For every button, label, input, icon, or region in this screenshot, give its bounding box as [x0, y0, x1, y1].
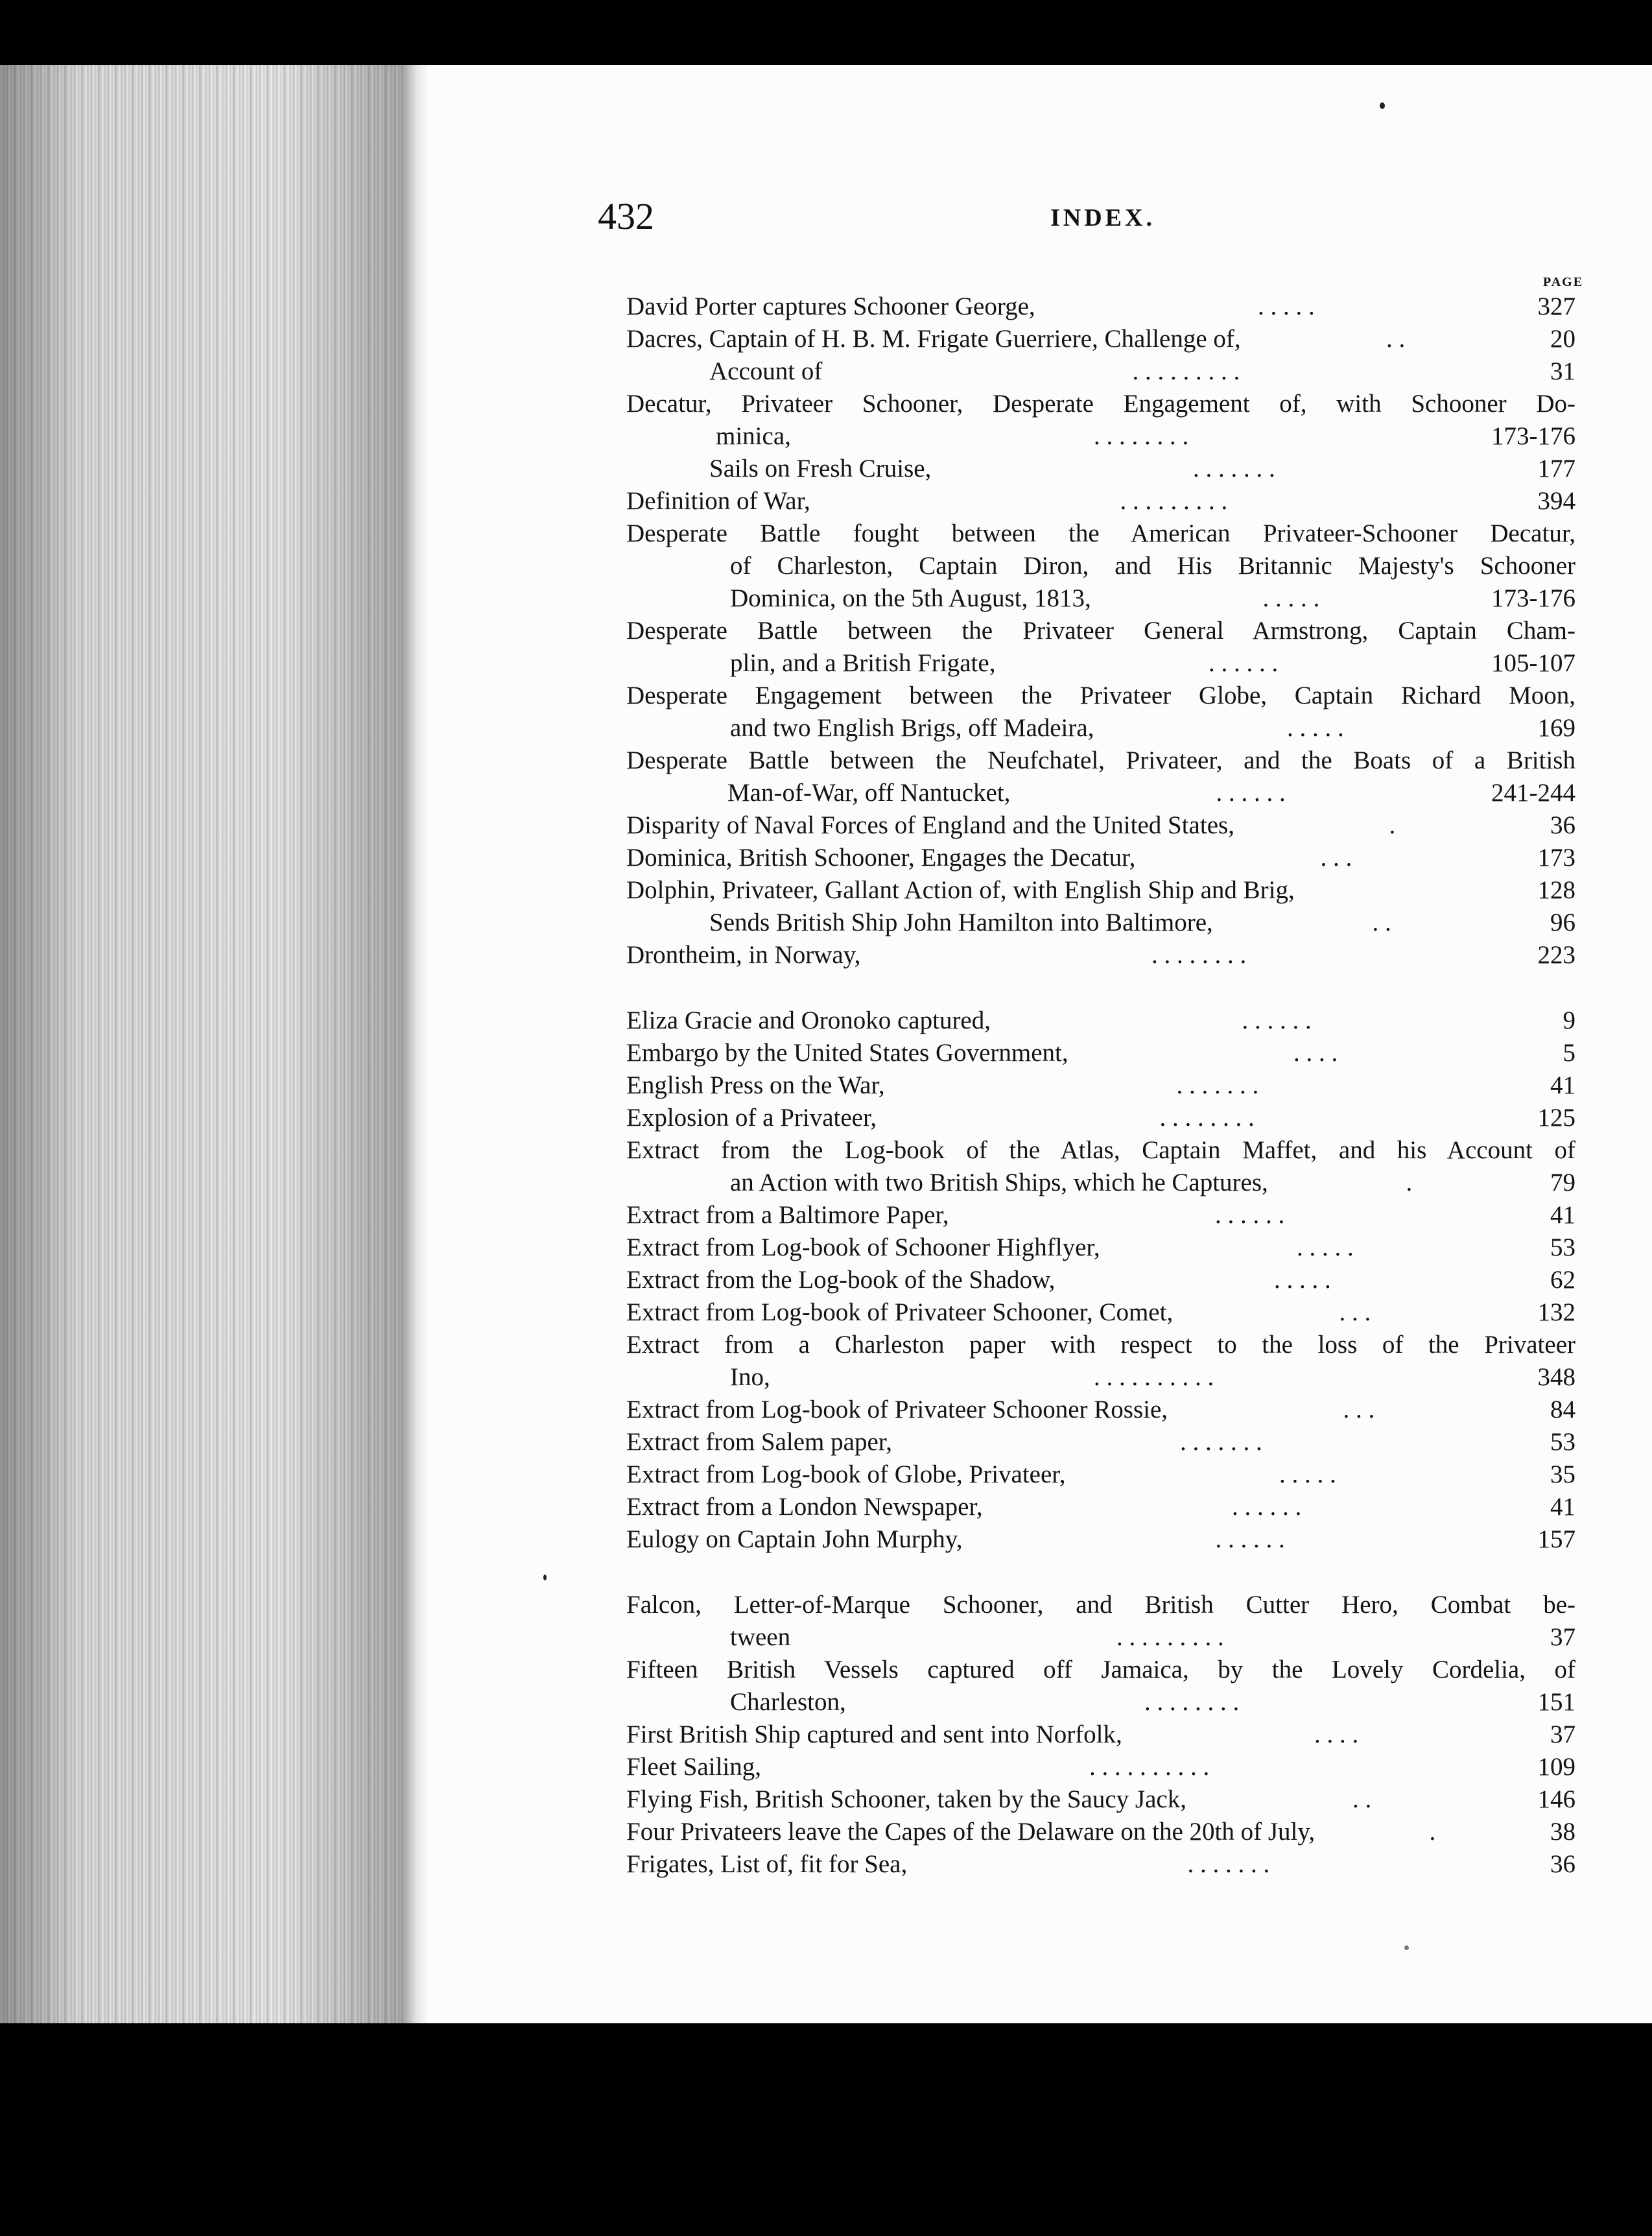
leader-dots: . . . .: [1314, 1720, 1359, 1748]
leader-dots: . . .: [1339, 1298, 1371, 1326]
leader-dots: . . . . . .: [1216, 779, 1286, 807]
page-speck: [1380, 102, 1385, 109]
entry-page-ref: 9: [1563, 1006, 1575, 1034]
leader-dots: . .: [1386, 325, 1406, 353]
entry-page-ref: 394: [1537, 487, 1575, 515]
index-entry: [626, 453, 1575, 485]
index-entry: [626, 1686, 1575, 1719]
entry-text: Extract from the Log-book of the Shadow,: [626, 1266, 1056, 1294]
entry-text: Frigates, List of, fit for Sea,: [626, 1850, 908, 1878]
entry-page-ref: 5: [1563, 1039, 1575, 1067]
index-entry: [626, 874, 1575, 907]
entry-page-ref: 38: [1550, 1818, 1575, 1846]
leader-dots: . . . . . . . .: [1144, 1688, 1240, 1716]
entry-text: Four Privateers leave the Capes of the Delaware on the 20th of July,: [626, 1818, 1316, 1846]
entry-page-ref: 169: [1537, 714, 1575, 742]
entry-page-ref: 105-107: [1491, 649, 1575, 677]
entry-page-ref: 173: [1537, 844, 1575, 872]
entry-text: Desperate Engagement between the Privateer Globe, Captain Richard Moon,: [626, 682, 1575, 709]
leader-dots: . . . . . . .: [1187, 1850, 1270, 1878]
leader-dots: . . . . . . .: [1176, 1071, 1259, 1099]
index-entry: [626, 1848, 1575, 1881]
entry-page-ref: 96: [1550, 909, 1575, 936]
page-number: 432: [598, 195, 654, 237]
leader-dots: . . . . .: [1279, 1460, 1336, 1488]
leader-dots: . . . . . .: [1215, 1525, 1285, 1553]
leader-dots: . . . . . . . . .: [1132, 357, 1240, 385]
entry-page-ref: 173-176: [1491, 422, 1575, 450]
entry-text: Dolphin, Privateer, Gallant Action of, with English Ship and Brig,: [626, 876, 1295, 904]
index-entry: [626, 712, 1575, 744]
entry-page-ref: 36: [1550, 811, 1575, 839]
entry-text: David Porter captures Schooner George,: [626, 292, 1035, 320]
entry-text: Dacres, Captain of H. B. M. Frigate Guerriere, Challenge of,: [626, 325, 1241, 353]
entry-page-ref: 177: [1537, 455, 1575, 482]
leader-dots: . . . . . . . . . .: [1094, 1363, 1214, 1391]
leader-dots: . . . .: [1293, 1039, 1338, 1067]
entry-page-ref: 146: [1537, 1785, 1575, 1813]
entry-text: of Charleston, Captain Diron, and His Britannic Majesty's Schooner: [730, 552, 1575, 580]
leader-dots: . . . . . . .: [1193, 455, 1275, 482]
index-entry: [626, 388, 1575, 420]
index-entry: [626, 939, 1575, 971]
leader-dots: . .: [1372, 909, 1391, 936]
index-entry: [626, 777, 1575, 809]
book-gutter: [402, 65, 428, 2023]
entry-text: Drontheim, in Norway,: [626, 941, 861, 969]
entry-text: Fleet Sailing,: [626, 1753, 761, 1781]
entry-text: Extract from Log-book of Privateer Schooner, Comet,: [626, 1298, 1174, 1326]
leader-dots: . . . . . .: [1242, 1006, 1312, 1034]
scan-border-bottom: [0, 2023, 1652, 2236]
index-entry: [626, 1458, 1575, 1491]
leader-dots: . . .: [1320, 844, 1352, 872]
entry-text: Desperate Battle between the Neufchatel, Privateer, and the Boats of a British: [626, 746, 1575, 774]
page-speck: [1404, 1945, 1409, 1950]
entry-page-ref: 62: [1550, 1266, 1575, 1294]
entry-text: tween: [730, 1623, 791, 1651]
index-entry: [626, 485, 1575, 517]
index-entry: [626, 1329, 1575, 1361]
index-entry: [626, 1654, 1575, 1686]
entry-text: an Action with two British Ships, which he Captures,: [730, 1169, 1268, 1196]
page-column-heading: PAGE: [1543, 275, 1584, 289]
entry-text: plin, and a British Frigate,: [730, 649, 996, 677]
entry-page-ref: 53: [1550, 1428, 1575, 1456]
entry-text: Explosion of a Privateer,: [626, 1104, 877, 1132]
leader-dots: .: [1406, 1169, 1413, 1196]
index-list: [626, 291, 1575, 1881]
entry-text: Desperate Battle fought between the American Privateer-Schooner Decatur,: [626, 519, 1575, 547]
index-entry: [626, 1719, 1575, 1751]
entry-text: Sails on Fresh Cruise,: [709, 455, 932, 482]
leader-dots: . . . . .: [1262, 584, 1320, 612]
index-entry: [626, 1005, 1575, 1037]
entry-text: minica,: [716, 422, 791, 450]
entry-text: Flying Fish, British Schooner, taken by the Saucy Jack,: [626, 1785, 1186, 1813]
index-entry: [626, 842, 1575, 874]
leader-dots: . . . . .: [1287, 714, 1344, 742]
entry-text: First British Ship captured and sent into Norfolk,: [626, 1720, 1122, 1748]
leader-dots: . . . . . . . .: [1094, 422, 1189, 450]
entry-page-ref: 125: [1537, 1104, 1575, 1132]
leader-dots: . . . . . . . .: [1159, 1104, 1255, 1132]
leader-dots: . . . . . . . . .: [1120, 487, 1228, 515]
index-entry: [626, 1394, 1575, 1426]
entry-page-ref: 41: [1550, 1201, 1575, 1229]
index-entry: [626, 355, 1575, 388]
entry-page-ref: 157: [1537, 1525, 1575, 1553]
index-entry: [626, 582, 1575, 615]
entry-text: Man-of-War, off Nantucket,: [727, 779, 1011, 807]
entry-text: and two English Brigs, off Madeira,: [730, 714, 1094, 742]
entry-text: Extract from a Baltimore Paper,: [626, 1201, 949, 1229]
entry-text: English Press on the War,: [626, 1071, 885, 1099]
index-entry: [626, 291, 1575, 323]
index-entry: [626, 1167, 1575, 1199]
entry-page-ref: 36: [1550, 1850, 1575, 1878]
entry-text: Embargo by the United States Government,: [626, 1039, 1068, 1067]
entry-text: Eulogy on Captain John Murphy,: [626, 1525, 963, 1553]
index-entry: [626, 323, 1575, 355]
entry-text: Extract from Salem paper,: [626, 1428, 892, 1456]
index-entry: [626, 647, 1575, 680]
entry-page-ref: 223: [1537, 941, 1575, 969]
entry-text: Desperate Battle between the Privateer General Armstrong, Captain Cham-: [626, 617, 1575, 645]
leader-dots: .: [1429, 1818, 1436, 1846]
index-entry: [626, 420, 1575, 453]
index-entry: [626, 1816, 1575, 1848]
index-entry: [626, 1621, 1575, 1654]
leader-dots: . . . . . . .: [1180, 1428, 1262, 1456]
entry-text: Definition of War,: [626, 487, 810, 515]
leader-dots: . . . . . . . . .: [1116, 1623, 1224, 1651]
index-entry: [626, 1264, 1575, 1296]
index-entry: [626, 1296, 1575, 1329]
leader-dots: . . .: [1343, 1396, 1375, 1423]
entry-page-ref: 37: [1550, 1623, 1575, 1651]
leader-dots: . .: [1352, 1785, 1372, 1813]
entry-text: Charleston,: [730, 1688, 846, 1716]
scan-border-top: [0, 0, 1652, 65]
entry-page-ref: 41: [1550, 1071, 1575, 1099]
index-entry: [626, 1199, 1575, 1231]
leader-dots: . . . . .: [1297, 1233, 1354, 1261]
running-head: INDEX.: [1050, 204, 1155, 232]
entry-page-ref: 84: [1550, 1396, 1575, 1423]
entry-text: Eliza Gracie and Oronoko captured,: [626, 1006, 991, 1034]
index-entry: [626, 1102, 1575, 1134]
index-entry: [626, 1523, 1575, 1556]
book-edge-shadow: [0, 65, 402, 2023]
entry-text: Disparity of Naval Forces of England and the United States,: [626, 811, 1234, 839]
entry-page-ref: 31: [1550, 357, 1575, 385]
leader-dots: . . . . . .: [1209, 649, 1279, 677]
leader-dots: . . . . .: [1274, 1266, 1331, 1294]
entry-page-ref: 151: [1537, 1688, 1575, 1716]
leader-dots: . . . . . .: [1232, 1493, 1302, 1521]
entry-page-ref: 348: [1537, 1363, 1575, 1391]
entry-text: Dominica, British Schooner, Engages the Decatur,: [626, 844, 1136, 872]
index-entry: [626, 907, 1575, 939]
entry-page-ref: 41: [1550, 1493, 1575, 1521]
entry-page-ref: 35: [1550, 1460, 1575, 1488]
index-entry: [626, 1037, 1575, 1069]
entry-text: Extract from a London Newspaper,: [626, 1493, 983, 1521]
index-entry: [626, 1491, 1575, 1523]
entry-page-ref: 241-244: [1491, 779, 1575, 807]
entry-text: Falcon, Letter-of-Marque Schooner, and British Cutter Hero, Combat be-: [626, 1591, 1575, 1619]
entry-text: Fifteen British Vessels captured off Jamaica, by the Lovely Cordelia, of: [626, 1656, 1575, 1683]
leader-dots: . . . . . . . .: [1151, 941, 1247, 969]
entry-page-ref: 132: [1537, 1298, 1575, 1326]
entry-text: Ino,: [730, 1363, 770, 1391]
entry-page-ref: 37: [1550, 1720, 1575, 1748]
index-entry: [626, 1231, 1575, 1264]
entry-text: Dominica, on the 5th August, 1813,: [730, 584, 1091, 612]
entry-page-ref: 20: [1550, 325, 1575, 353]
entry-page-ref: 173-176: [1491, 584, 1575, 612]
index-entry: [626, 809, 1575, 842]
index-entry: [626, 680, 1575, 712]
entry-text: Extract from a Charleston paper with respect to the loss of the Privateer: [626, 1331, 1575, 1359]
leader-dots: . . . . .: [1258, 292, 1315, 320]
index-entry: [626, 550, 1575, 582]
entry-page-ref: 79: [1550, 1169, 1575, 1196]
page-speck: [543, 1575, 547, 1580]
entry-text: Extract from the Log-book of the Atlas, Captain Maffet, and his Account of: [626, 1136, 1575, 1164]
entry-text: Extract from Log-book of Globe, Privateer,: [626, 1460, 1066, 1488]
leader-dots: . . . . . .: [1215, 1201, 1285, 1229]
entry-text: Sends British Ship John Hamilton into Baltimore,: [709, 909, 1213, 936]
entry-page-ref: 327: [1537, 292, 1575, 320]
entry-text: Decatur, Privateer Schooner, Desperate Engagement of, with Schooner Do-: [626, 390, 1575, 418]
entry-text: Account of: [709, 357, 823, 385]
index-entry: [626, 744, 1575, 777]
leader-dots: . . . . . . . . . .: [1089, 1753, 1210, 1781]
entry-page-ref: 128: [1537, 876, 1575, 904]
leader-dots: .: [1389, 811, 1396, 839]
entry-text: Extract from Log-book of Privateer Schooner Rossie,: [626, 1396, 1168, 1423]
index-entry: [626, 1069, 1575, 1102]
index-entry: [626, 1751, 1575, 1783]
index-entry: [626, 517, 1575, 550]
entry-page-ref: 109: [1537, 1753, 1575, 1781]
index-entry: [626, 1783, 1575, 1816]
index-entry: [626, 1589, 1575, 1621]
index-entry: [626, 1426, 1575, 1458]
index-entry: [626, 1361, 1575, 1394]
entry-page-ref: 53: [1550, 1233, 1575, 1261]
entry-text: Extract from Log-book of Schooner Highflyer,: [626, 1233, 1100, 1261]
index-entry: [626, 1134, 1575, 1167]
index-entry: [626, 615, 1575, 647]
